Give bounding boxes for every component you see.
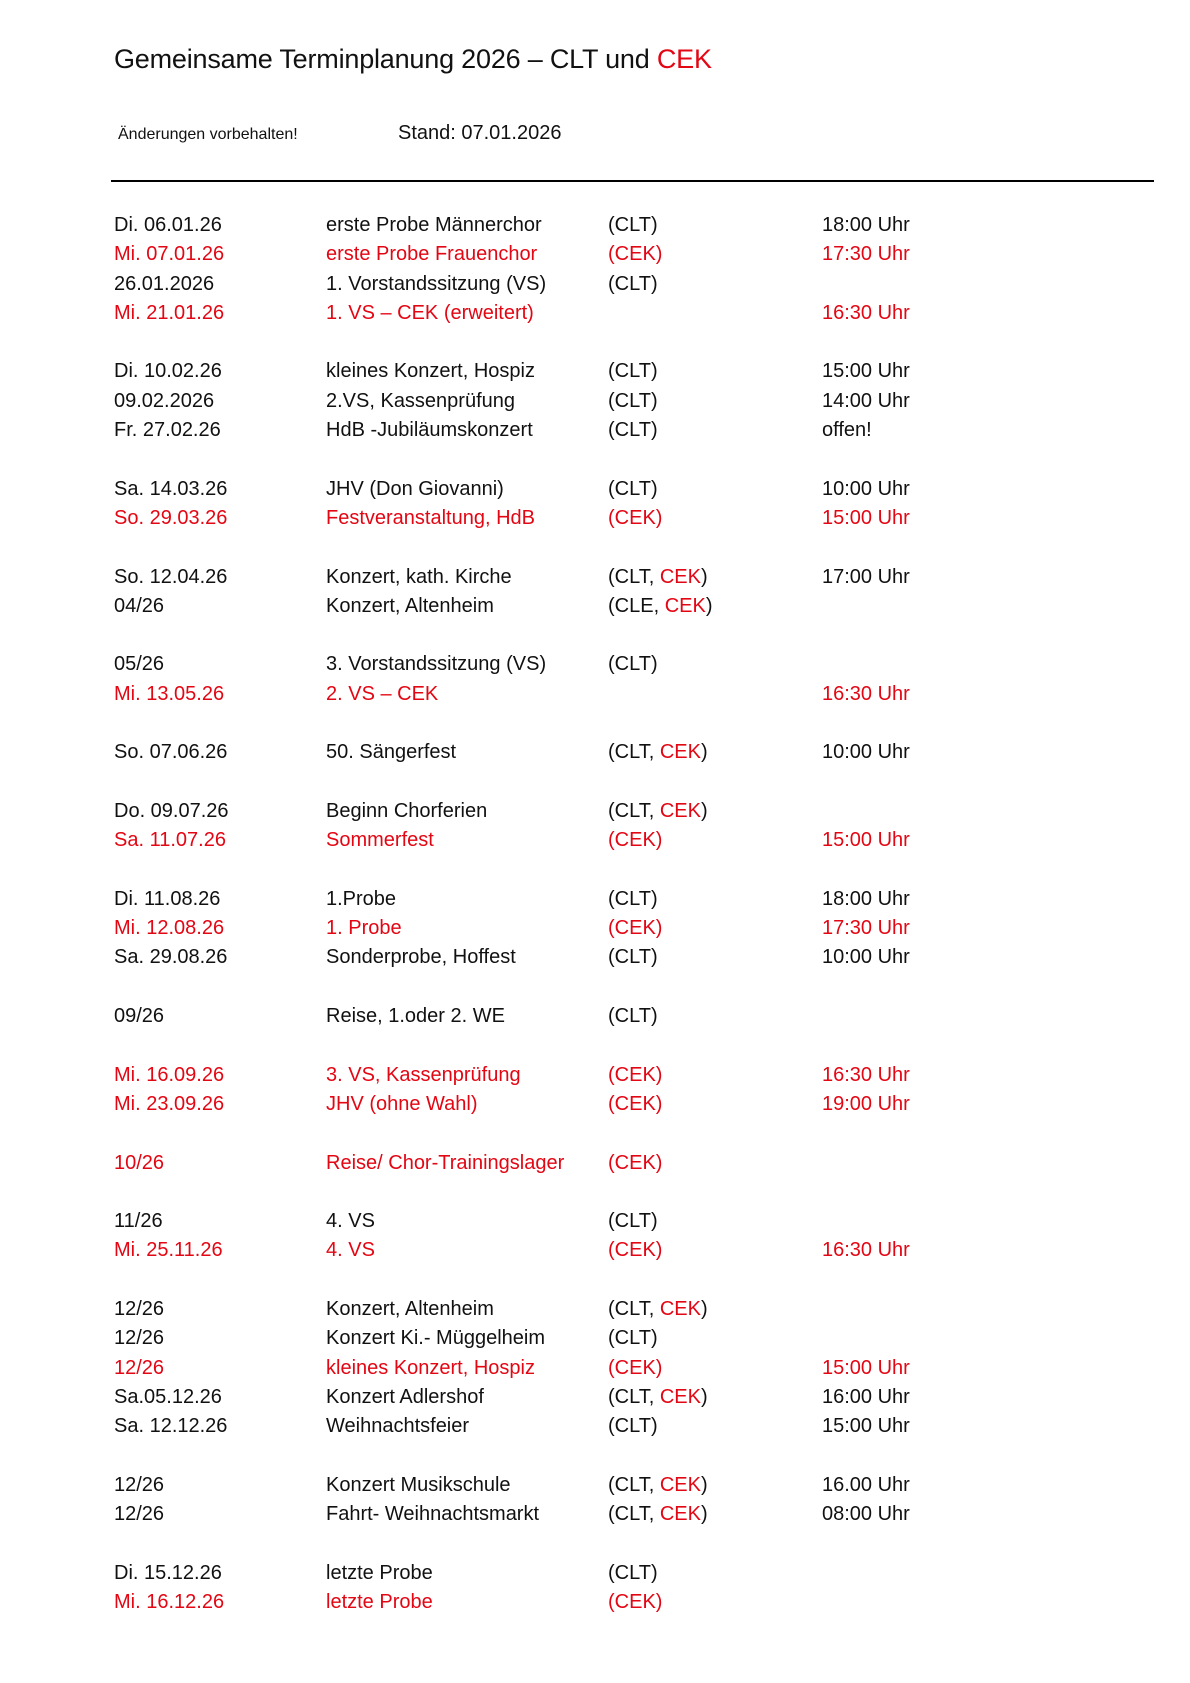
event-group: (CLT) xyxy=(608,1210,658,1233)
event-group: (CEK) xyxy=(608,1356,663,1379)
event-group: (CLE, CEK) xyxy=(608,594,713,617)
event-time: 16:30 Uhr xyxy=(822,301,910,324)
event-date: Mi. 25.11.26 xyxy=(114,1239,223,1262)
event-description: Beginn Chorferien xyxy=(326,799,488,822)
event-description: kleines Konzert, Hospiz xyxy=(326,1356,535,1379)
event-description: erste Probe Männerchor xyxy=(326,214,542,236)
event-group: (CLT) xyxy=(608,887,658,910)
event-description: 4. VS xyxy=(326,1239,375,1262)
event-group: (CEK) xyxy=(608,829,663,852)
group-cek: CEK xyxy=(659,1297,701,1320)
event-description: 1.Probe xyxy=(326,887,397,910)
event-date: Di. 11.08.26 xyxy=(114,887,221,910)
event-date: Di. 06.01.26 xyxy=(114,214,222,236)
event-description: kleines Konzert, Hospiz xyxy=(326,360,535,383)
event-time: 15:00 Uhr xyxy=(822,360,910,383)
event-date: 04/26 xyxy=(114,594,165,617)
event-time: 10:00 Uhr xyxy=(822,741,910,764)
event-date: Fr. 27.02.26 xyxy=(114,419,221,442)
event-group: (CLT, CEK) xyxy=(608,1473,708,1496)
event-time: 16.00 Uhr xyxy=(822,1473,910,1496)
event-date: So. 12.04.26 xyxy=(114,565,228,588)
event-time: 16:30 Uhr xyxy=(822,1239,910,1262)
event-group: (CEK) xyxy=(608,917,663,940)
event-date: Sa. 11.07.26 xyxy=(114,829,226,852)
event-time: 16:30 Uhr xyxy=(822,1063,910,1086)
event-time: 17:30 Uhr xyxy=(822,917,910,940)
event-date: Sa.05.12.26 xyxy=(114,1385,222,1408)
event-date: Mi. 16.09.26 xyxy=(114,1063,225,1086)
event-date: Mi. 12.08.26 xyxy=(114,917,225,940)
event-date: So. 29.03.26 xyxy=(114,506,228,529)
event-time: 17:30 Uhr xyxy=(822,243,910,266)
event-date: Mi. 07.01.26 xyxy=(114,243,225,266)
group-cek: CEK xyxy=(659,1473,701,1496)
event-group: (CLT, CEK) xyxy=(608,1385,708,1408)
event-date: 09/26 xyxy=(114,1005,165,1028)
event-date: Sa. 29.08.26 xyxy=(114,946,228,969)
event-group: (CLT) xyxy=(608,419,658,442)
event-description: Sommerfest xyxy=(326,829,434,852)
group-cek: CEK xyxy=(659,1503,701,1526)
title-text: Gemeinsame Terminplanung 2026 – CLT und xyxy=(114,44,657,74)
event-time: 08:00 Uhr xyxy=(822,1503,910,1526)
event-group: (CLT) xyxy=(608,653,658,676)
event-time: 18:00 Uhr xyxy=(822,214,910,236)
group-cek: CEK xyxy=(659,741,701,764)
event-date: Di. 10.02.26 xyxy=(114,360,222,383)
page-title xyxy=(114,44,712,75)
event-time: 10:00 Uhr xyxy=(822,477,910,500)
event-time: 19:00 Uhr xyxy=(822,1092,910,1115)
event-group: (CLT) xyxy=(608,1415,658,1438)
event-date: Mi. 23.09.26 xyxy=(114,1092,225,1115)
event-date: Mi. 16.12.26 xyxy=(114,1590,225,1613)
event-description: letzte Probe xyxy=(326,1561,433,1584)
event-date: 11/26 xyxy=(114,1210,163,1233)
event-description: 1. Vorstandssitzung (VS) xyxy=(326,272,547,295)
group-cek: CEK xyxy=(659,565,701,588)
event-group: (CEK) xyxy=(608,1092,663,1115)
event-time: 15:00 Uhr xyxy=(822,506,910,529)
event-date: 05/26 xyxy=(114,653,165,676)
event-time: 15:00 Uhr xyxy=(822,1356,910,1379)
event-description: Konzert Musikschule xyxy=(326,1473,511,1496)
event-description: erste Probe Frauenchor xyxy=(326,243,538,266)
event-date: Sa. 14.03.26 xyxy=(114,477,228,500)
event-time: 16:00 Uhr xyxy=(822,1385,910,1408)
group-cek: CEK xyxy=(664,594,706,617)
event-date: Do. 09.07.26 xyxy=(114,799,229,822)
event-date: 12/26 xyxy=(114,1297,165,1320)
event-group: (CLT) xyxy=(608,477,658,500)
event-description: Konzert, Altenheim xyxy=(326,1297,494,1320)
event-group: (CLT) xyxy=(608,272,658,295)
event-date: 26.01.2026 xyxy=(114,272,215,295)
event-group: (CEK) xyxy=(608,243,663,266)
event-description: 3. Vorstandssitzung (VS) xyxy=(326,653,547,676)
event-description: Konzert Ki.- Müggelheim xyxy=(326,1327,545,1350)
event-group: (CLT) xyxy=(608,1005,658,1028)
event-description: 1. Probe xyxy=(326,917,402,940)
event-time: offen! xyxy=(822,419,872,442)
event-time: 15:00 Uhr xyxy=(822,829,910,852)
group-cek: CEK xyxy=(659,1385,701,1408)
event-description: letzte Probe xyxy=(326,1590,433,1613)
event-description: 1. VS – CEK (erweitert) xyxy=(326,301,534,324)
event-description: Sonderprobe, Hoffest xyxy=(326,946,516,969)
event-group: (CLT) xyxy=(608,214,658,236)
event-date: Mi. 21.01.26 xyxy=(114,301,225,324)
title-cek: CEK xyxy=(656,44,712,74)
event-description: Weihnachtsfeier xyxy=(326,1415,470,1438)
event-date: 12/26 xyxy=(114,1473,165,1496)
event-group: (CEK) xyxy=(608,506,663,529)
event-group: (CLT) xyxy=(608,1561,658,1584)
event-time: 15:00 Uhr xyxy=(822,1415,910,1438)
event-group: (CLT) xyxy=(608,946,658,969)
event-date: 12/26 xyxy=(114,1356,165,1379)
event-description: Fahrt- Weihnachtsmarkt xyxy=(326,1503,540,1526)
event-date: 10/26 xyxy=(114,1151,165,1174)
event-group: (CEK) xyxy=(608,1590,663,1613)
event-description: JHV (Don Giovanni) xyxy=(326,477,504,500)
event-date: 12/26 xyxy=(114,1327,165,1350)
event-time: 18:00 Uhr xyxy=(822,887,910,910)
event-description: Reise, 1.oder 2. WE xyxy=(326,1005,505,1028)
event-time: 14:00 Uhr xyxy=(822,389,910,412)
event-time: 17:00 Uhr xyxy=(822,565,910,588)
event-group: (CLT) xyxy=(608,1327,658,1350)
event-group: (CLT, CEK) xyxy=(608,1297,708,1320)
event-group: (CLT) xyxy=(608,389,658,412)
event-time: 10:00 Uhr xyxy=(822,946,910,969)
event-description: HdB -Jubiläumskonzert xyxy=(326,419,533,442)
stand-date: Stand: 07.01.2026 xyxy=(398,122,562,144)
event-description: Konzert Adlershof xyxy=(326,1385,484,1408)
event-date: Di. 15.12.26 xyxy=(114,1561,222,1584)
event-date: So. 07.06.26 xyxy=(114,741,228,764)
event-group: (CLT, CEK) xyxy=(608,799,708,822)
event-description: 2. VS – CEK xyxy=(326,682,439,705)
event-group: (CLT, CEK) xyxy=(608,741,708,764)
event-group: (CLT) xyxy=(608,360,658,383)
event-time: 16:30 Uhr xyxy=(822,682,910,705)
event-group: (CEK) xyxy=(608,1151,663,1174)
event-date: 12/26 xyxy=(114,1503,165,1526)
event-description: 3. VS, Kassenprüfung xyxy=(326,1063,521,1086)
event-date: Sa. 12.12.26 xyxy=(114,1415,228,1438)
event-group: (CLT, CEK) xyxy=(608,565,708,588)
event-date: Mi. 13.05.26 xyxy=(114,682,225,705)
event-description: 50. Sängerfest xyxy=(326,741,457,764)
event-description: Konzert, kath. Kirche xyxy=(326,565,512,588)
event-description: Reise/ Chor-Trainingslager xyxy=(326,1151,565,1174)
event-description: 2.VS, Kassenprüfung xyxy=(326,389,516,412)
event-description: JHV (ohne Wahl) xyxy=(326,1092,478,1115)
event-group: (CLT, CEK) xyxy=(608,1503,708,1526)
event-group: (CEK) xyxy=(608,1239,663,1262)
event-description: Konzert, Altenheim xyxy=(326,594,494,617)
event-date: 09.02.2026 xyxy=(114,389,215,412)
event-description: Festveranstaltung, HdB xyxy=(326,506,535,529)
group-cek: CEK xyxy=(659,799,701,822)
header-divider xyxy=(111,180,1154,182)
disclaimer-note: Änderungen vorbehalten! xyxy=(118,126,298,143)
event-description: 4. VS xyxy=(326,1210,375,1233)
event-group: (CEK) xyxy=(608,1063,663,1086)
